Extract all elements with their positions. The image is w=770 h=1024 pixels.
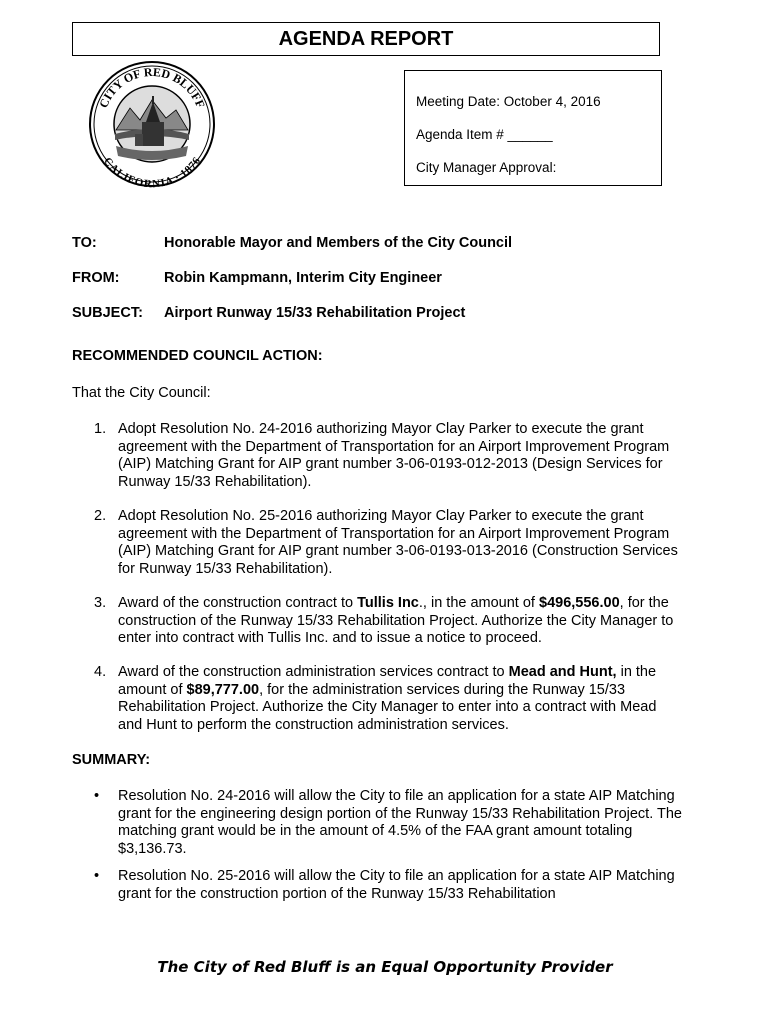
- report-title: AGENDA REPORT: [72, 22, 660, 56]
- contractor-name: Tullis Inc: [357, 595, 419, 611]
- contract-amount: $89,777.00: [186, 681, 260, 698]
- list-text: Award of the construction contract to Tullis Inc., in the amount of $496,556.00, for the construction of the Runway 15/33 Rehabilitation Project. Authorize the City Manager to enter into contract with Tullis Inc. and to issue a notice to proceed.: [118, 595, 674, 646]
- agenda-item-number: Agenda Item # ______: [416, 127, 553, 142]
- meeting-info-box: [404, 70, 662, 186]
- contract-amount: $496,556.00: [539, 595, 620, 611]
- to-label: TO:: [72, 235, 97, 251]
- bullet-icon: •: [94, 868, 100, 884]
- city-seal-logo: [88, 60, 216, 188]
- from-value: Robin Kampmann, Interim City Engineer: [164, 270, 442, 286]
- summary-heading: SUMMARY:: [72, 752, 151, 768]
- to-value: Honorable Mayor and Members of the City Council: [164, 235, 513, 251]
- contractor-name: Mead and Hunt,: [508, 664, 617, 680]
- subject-label: SUBJECT:: [72, 305, 143, 321]
- list-number: 3.: [94, 595, 107, 611]
- recommended-action-heading: RECOMMENDED COUNCIL ACTION:: [72, 348, 323, 364]
- list-text: Award of the construction administration services contract to Mead and Hunt, in the amount of $89,777.00, for the administration services during the Runway 15/33 Rehabilitation Project. Authorize the City Manager to enter into a contract with Mead and Hunt to perform the construction administration services.: [118, 664, 657, 733]
- subject-value: Airport Runway 15/33 Rehabilitation Project: [164, 305, 466, 321]
- list-text: Adopt Resolution No. 24-2016 authorizing Mayor Clay Parker to execute the grant agreement with the Department of Transportation for an Airport Improvement Program (AIP) Matching Grant for AIP grant number 3-06-0193-012-2013 (Design Services for Runway 15/33 Rehabilitation).: [118, 421, 670, 490]
- seal-top-text: CITY OF RED BLUFF: [96, 64, 208, 110]
- list-number: 4.: [94, 664, 107, 680]
- action-intro: That the City Council:: [72, 385, 211, 401]
- list-number: 2.: [94, 508, 107, 524]
- footer-statement: The City of Red Bluff is an Equal Opportunity Provider: [157, 958, 613, 976]
- from-label: FROM:: [72, 270, 120, 286]
- city-manager-approval: City Manager Approval:: [416, 160, 557, 175]
- bullet-icon: •: [94, 788, 100, 804]
- seal-bottom-text: CALIFORNIA · 1876: [101, 155, 203, 188]
- meeting-date: Meeting Date: October 4, 2016: [416, 94, 601, 109]
- list-text: Adopt Resolution No. 25-2016 authorizing Mayor Clay Parker to execute the grant agreement with the Department of Transportation for an Airport Improvement Program (AIP) Matching Grant for AIP grant number 3-06-0193-013-2016 (Construction Services for Runway 15/33 Rehabilitation).: [118, 508, 678, 577]
- bullet-text: Resolution No. 24-2016 will allow the City to file an application for a state AIP Matching grant for the engineering design portion of the Runway 15/33 Rehabilitation Project. The matching grant would be in the amount of 4.5% of the FAA grant amount totaling $3,136.73.: [118, 788, 682, 857]
- bullet-text: Resolution No. 25-2016 will allow the City to file an application for a state AIP Matching grant for the construction portion of the Runway 15/33 Rehabilitation: [118, 868, 675, 902]
- list-number: 1.: [94, 421, 107, 437]
